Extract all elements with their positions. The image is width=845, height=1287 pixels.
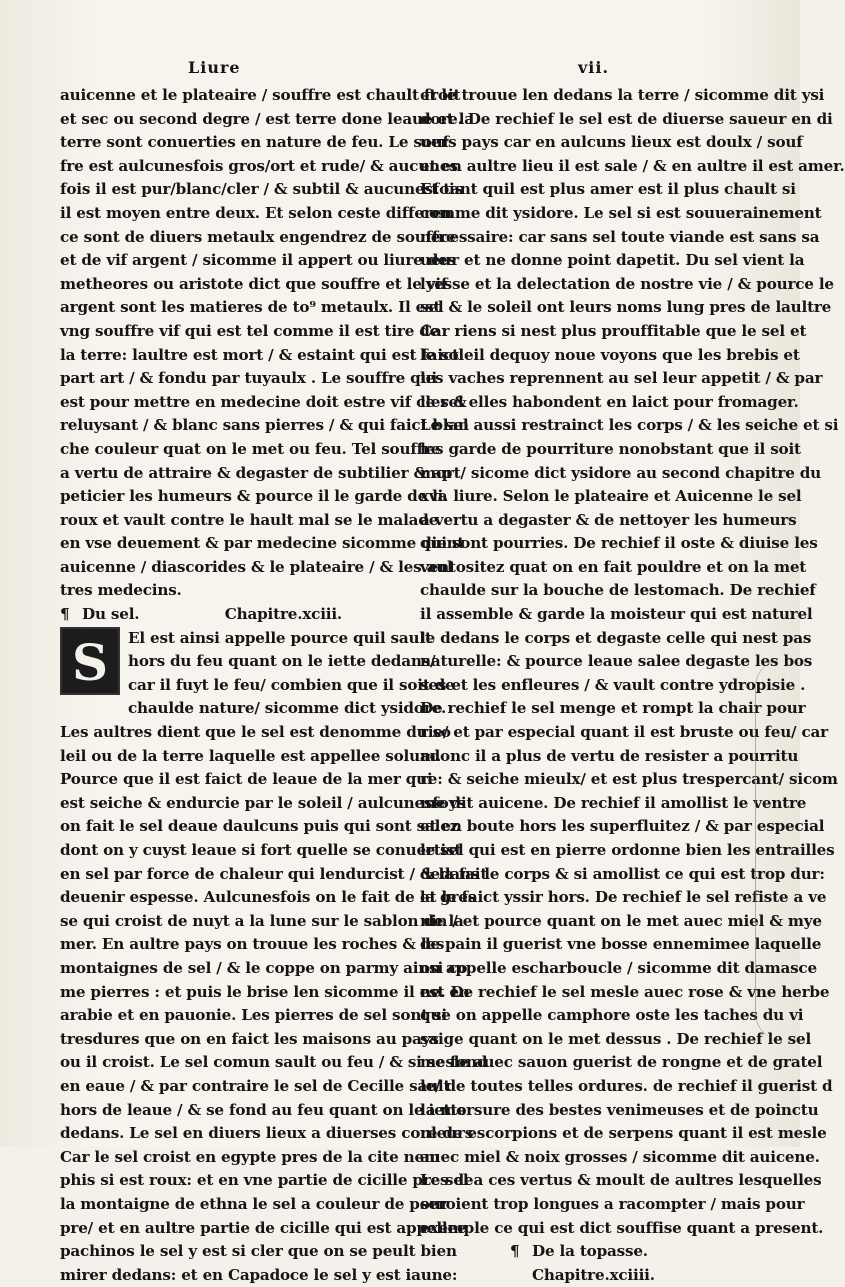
text-line: hors du feu quant on le iette dedans/ — [128, 652, 436, 671]
text-line: seroient trop longues a racompter / mais pour — [420, 1194, 805, 1213]
text-line: et le faict yssir hors. De rechief le sel refiste a ve — [420, 888, 827, 907]
chapter-title: Du sel. — [82, 605, 140, 624]
text-line: on appelle escharboucle / sicomme dit damasce — [420, 958, 817, 977]
text-line: pachinos le sel y est si cler que on se peult bien — [60, 1242, 457, 1261]
text-line: que on appelle camphore oste les taches du vi — [420, 1006, 804, 1025]
text-line: me pierres : et puis le brise len sicomme il est en — [60, 982, 470, 1001]
text-line: leil ou de la terre laquelle est appellee solum. — [60, 746, 441, 765]
text-line: Pource que il est faict de leaue de la mer qui — [60, 770, 433, 789]
text-line: metheores ou aristote dict que souffre et le vif — [60, 274, 448, 293]
text-line: roux et vault contre le hault mal se le malade — [60, 510, 439, 529]
text-line: sel & le soleil ont leurs noms lung pres de laultre — [420, 298, 832, 317]
text-line: la montaigne de ethna le sel a couleur de pour — [60, 1194, 449, 1213]
text-line: ueur et ne donne point dapetit. Du sel vient la — [420, 251, 805, 270]
text-line: en eaue / & par contraire le sel de Cecille sault — [60, 1076, 451, 1095]
text-line: lyesse et la delectation de nostre vie / & pource le — [420, 274, 834, 293]
next-chapter-title-text: De la topasse. — [532, 1242, 648, 1261]
text-line: peticier les humeurs & pource il le garde de la — [60, 487, 448, 506]
text-line: est seiche & endurcie par le soleil / aulcunesfoys — [60, 793, 466, 812]
text-line: pre/ et en aultre partie de cicille qui est appellee — [60, 1218, 467, 1237]
text-line: auicenne / diascorides & le plateaire / & les aul — [60, 557, 453, 576]
text-line: qui sont pourries. De rechief il oste & diuise les — [420, 534, 818, 553]
text-line: et en aultre lieu il est sale / & en aultre il est amer. — [420, 156, 845, 175]
left-column-bottom-text — [60, 721, 488, 1287]
text-line: le/ de toutes telles ordures. de rechief il guerist d — [420, 1076, 833, 1095]
text-line: car il fuyt le feu/ combien que il soit de — [128, 675, 455, 694]
text-line: le sel qui est en pierre ordonne bien les entrailles — [420, 841, 835, 859]
text-line: nin / et pource quant on le met auec miel & mye — [420, 911, 822, 930]
text-line: on fait le sel deaue daulcuns puis qui sont salez — [60, 817, 459, 836]
text-line: auec miel & noix grosses / sicomme dit auicene. — [420, 1147, 820, 1166]
text-line: les garde de pourriture nonobstant que il soit — [420, 439, 801, 458]
text-line: tres medecins. — [60, 581, 182, 600]
left-column — [60, 84, 488, 1287]
text-line: reluysant / & blanc sans pierres / & qui faict blan — [60, 416, 469, 435]
text-line: xvi. liure. Selon le plateaire et Auicenne le sel — [420, 487, 802, 506]
right-column — [420, 84, 845, 1287]
text-line: che couleur quat on le met ou feu. Tel souffre — [60, 439, 441, 458]
text-line: fre est aulcunesfois gros/ort et rude/ & aucunes — [60, 156, 458, 175]
next-chapter-title — [420, 1240, 762, 1264]
text-line: argent sont les matieres de to⁹ metaulx. Il est — [60, 298, 441, 317]
text-line: ses et les enfleures / & vault contre ydropisie . — [420, 675, 806, 694]
text-line: et de vif argent / sicomme il appert ou liure des — [60, 251, 456, 270]
text-line: naturelle: & pource leaue salee degaste les bos — [420, 652, 813, 671]
chapter-number: Chapitre.xciii. — [224, 605, 342, 624]
text-line: et en boute hors les superfluitez / & par especial — [420, 817, 825, 836]
header-folio: vii. — [578, 58, 610, 77]
text-line: ventositez quat on en fait pouldre et on la met — [420, 557, 807, 576]
text-line: re: & seiche mieulx/ et est plus trespercant/ sicom — [420, 770, 838, 789]
text-line: il assemble & garde la moisteur qui est naturel — [420, 605, 813, 624]
text-line: dore. De rechief le sel est de diuerse saueur en di — [420, 109, 833, 128]
text-line: de pain il guerist vne bosse ennemimee laquelle — [420, 935, 822, 954]
text-line: phis si est roux: et en vne partie de cicille pres de — [60, 1171, 474, 1190]
margin-bracket-mark — [755, 660, 782, 1040]
text-line: se qui croist de nuyt a la lune sur le sablon de la — [60, 911, 464, 930]
text-line: et le trouue len dedans la terre / sicomme dit ysi — [420, 86, 825, 104]
text-line: chaulde nature/ sicomme dict ysidore. — [128, 699, 447, 718]
text-line: mirer dedans: et en Capadoce le sel y est iaune: — [60, 1265, 458, 1284]
text-line: Les aultres dient que le sel est denomme du so — [60, 723, 451, 742]
decorated-initial-icon: S — [60, 627, 120, 695]
text-line: uers pays car en aulcuns lieux est doulx / souf — [420, 133, 803, 152]
text-line: ne. De rechief le sel mesle auec rose & vne herbe — [420, 982, 830, 1001]
text-line: chaulde sur la bouche de lestomach. De rechief — [420, 581, 816, 600]
text-line: Le sel aussi restrainct les corps / & les seiche et si — [420, 416, 839, 435]
text-line: hors de leaue / & se fond au feu quant on le iette — [60, 1100, 467, 1119]
text-line: a vertu a degaster & de nettoyer les humeurs — [420, 510, 797, 529]
text-line: adonc il a plus de vertu de resister a pourritu — [420, 746, 799, 765]
text-line: la morsure des bestes venimeuses et de poinctu — [420, 1100, 819, 1119]
dropcap-paragraph — [60, 627, 455, 721]
text-line: ce sont de diuers metaulx engendrez de souffre — [60, 227, 456, 246]
text-line: le dedans le corps et degaste celle qui nest pas — [420, 628, 812, 647]
text-line: exemple ce qui est dict souffise quant a present. — [420, 1218, 824, 1237]
text-line: en sel par force de chaleur qui lendurcist / & la fait — [60, 864, 488, 883]
text-line: auicenne et le plateaire / souffre est chault froit — [60, 86, 461, 104]
left-column-top-text — [60, 84, 474, 603]
text-line: Et tant quil est plus amer est il plus chault si — [420, 180, 796, 199]
text-line: comme dit ysidore. Le sel si est souuerainement — [420, 203, 822, 222]
text-line: en vse deuement & par medecine sicomme dient — [60, 534, 465, 553]
text-line: part art / & fondu par tuyaulx . Le souffre qui — [60, 369, 437, 388]
chapter-heading — [60, 603, 402, 627]
text-line: necessaire: car sans sel toute viande est sans sa — [420, 227, 820, 246]
text-line: deuenir espesse. Aulcunesfois on le fait de la gres — [60, 888, 477, 907]
text-line: la terre: laultre est mort / & estaint qui est faict — [60, 345, 459, 364]
text-line: rie/ et par especial quant il est bruste ou feu/ car — [420, 723, 828, 742]
text-line: mesle auec sauon guerist de rongne et de gratel — [420, 1053, 823, 1072]
text-line: le sel elles habondent en laict pour fromager. — [420, 392, 799, 411]
text-line: il est moyen entre deux. Et selon ceste differen — [60, 203, 452, 222]
text-line: saige quant on le met dessus . De rechief le sel — [420, 1029, 812, 1048]
text-line: terre sont conuerties en nature de feu. Le souf — [60, 133, 449, 152]
text-line: me dit auicene. De rechief il amollist le ventre — [420, 793, 807, 812]
text-line: De rechief le sel menge et rompt la chair pour — [420, 699, 806, 718]
text-line: a vertu de attraire & degaster de subtilier & ap — [60, 463, 453, 482]
text-line: dont on y cuyst leaue si fort quelle se conuertist — [60, 841, 462, 859]
text-line: et sec ou second degre / est terre done leaue et la — [60, 109, 474, 128]
text-line: est pour mettre en medecine doit estre vif cler & — [60, 392, 467, 411]
right-column-text — [420, 84, 845, 1240]
header-left: Liure — [188, 58, 241, 77]
text-line: les vaches reprennent au sel leur appetit / & par — [420, 369, 823, 388]
pilcrow-icon: ¶ — [60, 605, 70, 624]
text-line: arabie et en pauonie. Les pierres de sel sont si — [60, 1006, 447, 1025]
text-line: montaignes de sel / & le coppe on parmy ainsi co — [60, 958, 468, 977]
chapter-title-wrap — [60, 603, 139, 627]
text-line: ou il croist. Le sel comun sault ou feu / & si se fond — [60, 1053, 488, 1072]
text-line: Car le sel croist en egypte pres de la cite nem — [60, 1147, 440, 1166]
text-line: fois il est pur/blanc/cler / & subtil & aucunesfois — [60, 180, 463, 199]
text-line: mer. En aultre pays on trouue les roches & les — [60, 935, 445, 954]
text-line: Car riens si nest plus prouffitable que le sel et — [420, 321, 807, 340]
text-line: dedans. Le sel en diuers lieux a diuerses couleurs — [60, 1124, 474, 1143]
text-line: mort/ sicome dict ysidore au second chapitre du — [420, 463, 822, 482]
text-line: vng souffre vif qui est tel comme il est tire de — [60, 321, 440, 340]
pilcrow-icon: ¶ — [510, 1242, 520, 1261]
text-line: tresdures que on en faict les maisons au pays — [60, 1029, 439, 1048]
text-line: le soleil dequoy noue voyons que les brebis et — [420, 345, 800, 364]
text-line: re de escorpions et de serpens quant il est mesle — [420, 1124, 827, 1143]
running-header — [0, 52, 800, 82]
text-line: El est ainsi appelle pource quil sault — [128, 628, 432, 647]
text-line: Le sel a ces vertus & moult de aultres lesquelles — [420, 1171, 822, 1190]
text-line: dedans le corps & si amollist ce qui est trop dur: — [420, 864, 825, 883]
next-chapter-number: Chapitre.xciiii. — [532, 1265, 655, 1284]
